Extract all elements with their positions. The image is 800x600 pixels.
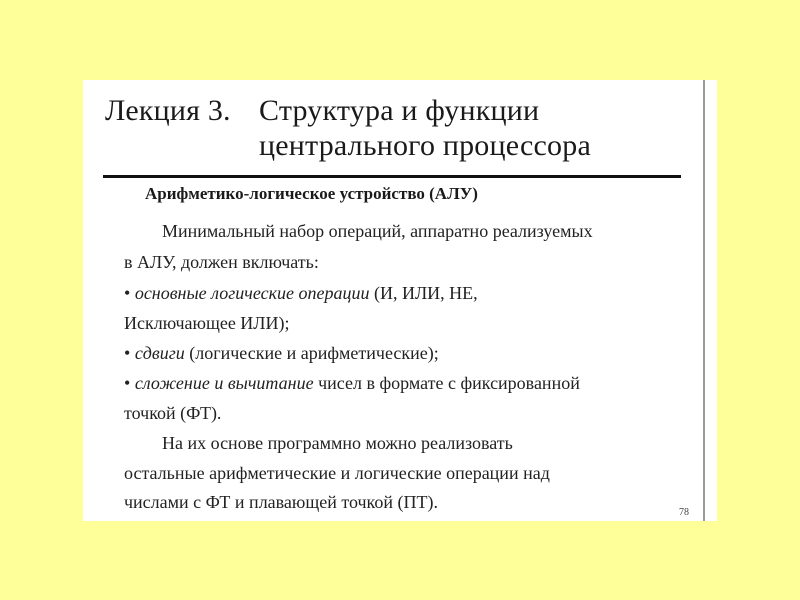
slide-title-line-1: [105, 94, 539, 128]
section-subtitle: Арифметико-логическое устройство (АЛУ): [145, 184, 478, 203]
title-divider: [103, 175, 681, 178]
bullet-marker: •: [124, 343, 131, 363]
bullet-2-rest: (логические и арифметические);: [184, 343, 439, 363]
outro-line-3: числами с ФТ и плавающей точкой (ПТ).: [124, 492, 439, 512]
bullet-1-term: основные логические операции: [134, 283, 370, 303]
outro-line-2: остальные арифметические и логические операции над: [124, 463, 550, 483]
title-text: Структура и функции: [259, 94, 540, 127]
bullet-1-rest: (И, ИЛИ, НЕ,: [369, 283, 478, 303]
slide-title-line-2: центрального процессора: [259, 129, 591, 162]
bullet-item-2: [124, 341, 439, 365]
intro-line-2: в АЛУ, должен включать:: [124, 252, 319, 272]
bullet-3-rest: чисел в формате с фиксированной: [313, 373, 580, 393]
bullet-3-term: сложение и вычитание: [134, 373, 314, 393]
page-number: 78: [679, 507, 689, 518]
outro-line-1: На их основе программно можно реализовать: [162, 433, 513, 453]
bullet-marker: •: [124, 283, 131, 303]
bullet-item-1: [124, 281, 478, 305]
lecture-number: Лекция 3.: [105, 94, 231, 127]
bullet-3-continuation: точкой (ФТ).: [124, 403, 222, 423]
bullet-2-term: сдвиги: [134, 343, 185, 363]
bullet-marker: •: [124, 373, 131, 393]
page-right-border: [703, 80, 705, 521]
slide-page: [83, 80, 717, 521]
bullet-item-3: [124, 371, 580, 395]
bullet-1-continuation: Исключающее ИЛИ);: [124, 313, 290, 333]
intro-line-1: Минимальный набор операций, аппаратно реализуемых: [162, 221, 593, 241]
